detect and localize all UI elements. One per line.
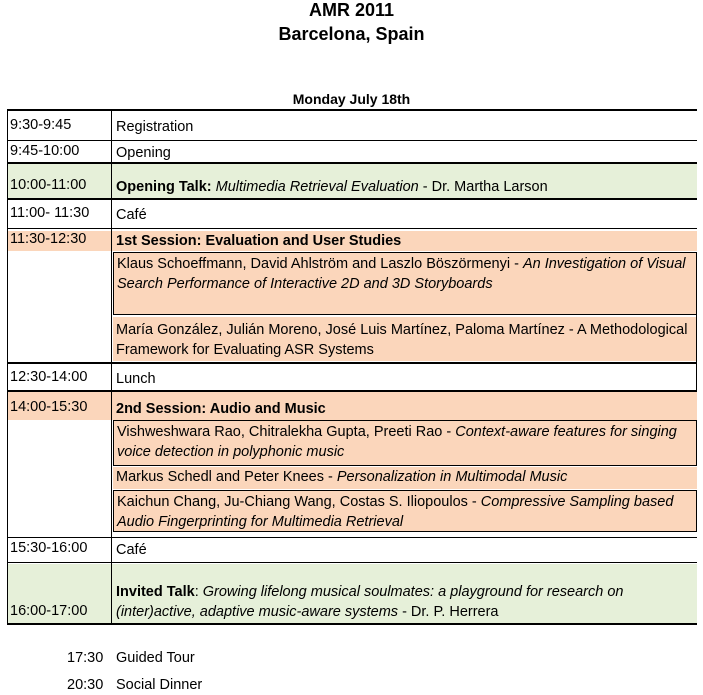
time-cell: 14:00-15:30 (10, 399, 88, 415)
paper-entry (113, 490, 697, 532)
session-title: 2nd Session: Audio and Music (116, 401, 326, 417)
extra-time: 20:30 (67, 677, 104, 693)
activity-cell: Lunch (116, 371, 156, 387)
paper-title: An Investigation of Visual Search Performance of Interactive 2D and 3D Storyboards (117, 256, 686, 292)
activity-cell: Opening (116, 145, 171, 161)
talk-speaker: - Dr. P. Herrera (398, 604, 499, 620)
activity-cell (113, 177, 697, 197)
talk-speaker: - Dr. Martha Larson (418, 179, 548, 195)
day-heading: Monday July 18th (292, 91, 411, 107)
activity-cell: Registration (116, 119, 194, 135)
time-cell: 15:30-16:00 (10, 540, 88, 556)
time-cell: 9:45-10:00 (10, 143, 80, 159)
paper-authors: Klaus Schoeffmann, David Ahlström and Laszlo Böszörmenyi - (117, 256, 523, 272)
event-title: AMR 2011 (308, 0, 395, 20)
paper-authors: Markus Schedl and Peter Knees - (116, 469, 337, 485)
time-cell: 16:00-17:00 (10, 603, 88, 619)
table-border-left (7, 109, 8, 625)
column-divider (111, 109, 112, 625)
talk-label: Opening Talk: (116, 179, 212, 195)
paper-title: Context-aware features for singing voice detection in polyphonic music (117, 424, 677, 460)
paper-entry (113, 467, 697, 489)
time-cell: 9:30-9:45 (10, 117, 72, 133)
paper-entry (113, 420, 697, 466)
activity-cell (113, 582, 697, 622)
time-cell: 12:30-14:00 (10, 369, 88, 385)
session-title: 1st Session: Evaluation and User Studies (116, 233, 402, 249)
table-border-right (696, 362, 697, 390)
event-location: Barcelona, Spain (278, 24, 425, 44)
extra-time: 17:30 (67, 650, 104, 666)
paper-entry: María González, Julián Moreno, José Luis Martínez, Paloma Martínez - A Methodological Framework for Evaluating ASR Systems (113, 317, 697, 361)
paper-title: Compressive Sampling based Audio Fingerprinting for Multimedia Retrieval (117, 494, 674, 530)
talk-title: Growing lifelong musical soulmates: a playground for research on (inter)active, adaptive music-aware systems (116, 584, 624, 620)
paper-entry (113, 252, 697, 315)
paper-title: Personalization in Multimodal Music (336, 469, 568, 485)
talk-label: Invited Talk (116, 584, 195, 600)
extra-activity: Guided Tour (116, 650, 195, 666)
activity-cell: Café (116, 207, 147, 223)
paper-authors: Kaichun Chang, Ju-Chiang Wang, Costas S. Iliopoulos - (117, 494, 481, 510)
time-cell: 10:00-11:00 (10, 177, 87, 193)
activity-cell: Café (116, 542, 147, 558)
time-cell: 11:00- 11:30 (10, 205, 90, 221)
time-cell: 11:30-12:30 (10, 231, 87, 247)
table-border-right (696, 252, 697, 362)
extra-activity: Social Dinner (116, 677, 203, 693)
talk-title: Multimedia Retrieval Evaluation (215, 179, 419, 195)
talk-colon: : (194, 584, 203, 600)
paper-authors: Vishweshwara Rao, Chitralekha Gupta, Preeti Rao - (117, 424, 456, 440)
